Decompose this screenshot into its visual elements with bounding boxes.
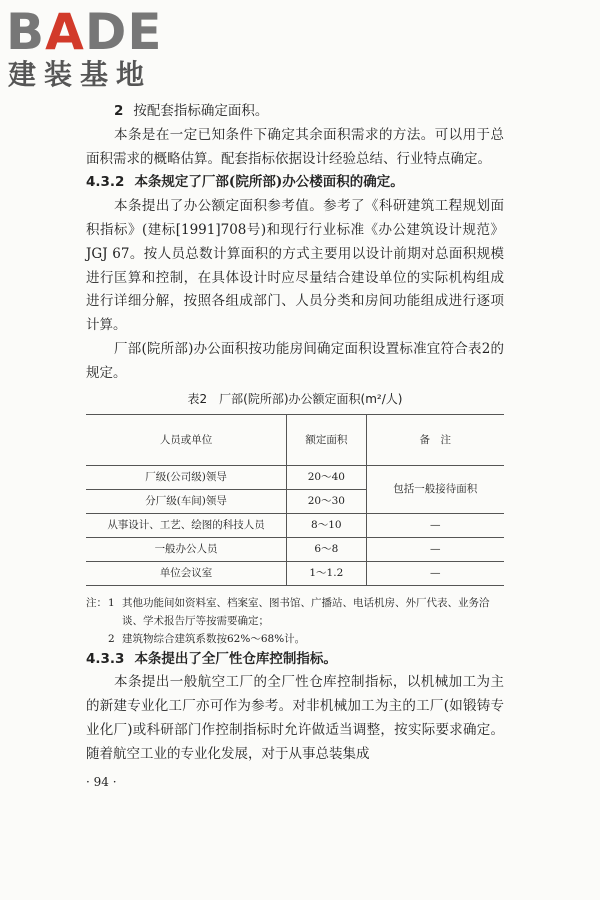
logo-subtitle: 建装基地 <box>8 58 153 91</box>
note-text: 建筑物综合建筑系数按62%～68%计。 <box>122 632 306 645</box>
table-row <box>86 537 504 561</box>
cell-unit: 一般办公人员 <box>86 537 287 561</box>
note-label: 注： <box>86 596 107 609</box>
section-4-3-3-heading: 4.3.3 本条提出了全厂性仓库控制指标。 <box>86 650 337 667</box>
bade-logo <box>6 4 181 96</box>
header-area: 额定面积 <box>287 414 366 465</box>
cell-area: 1～1.2 <box>287 561 366 585</box>
cell-area: 20～30 <box>287 489 366 513</box>
page-content <box>86 100 504 794</box>
note-item <box>86 630 504 648</box>
item-2-heading: 2 按配套指标确定面积。 <box>114 103 269 119</box>
table-2 <box>86 414 504 586</box>
table-header-row <box>86 414 504 465</box>
section-4-3-2-para-1: 本条提出了办公额定面积参考值。参考了《科研建筑工程规划面积指标》(建标[1991]708号)和现行行业标准《办公建筑设计规范》JGJ 67。按人员总数计算面积的方式主要用以设计前期对总面积规模进行匡算和控制，在具体设计时应尽量结合建设单位的实际机构组成进行详细分解，按照各组成部门、人员分类和房间功能组成进行逐项计算。 <box>86 198 504 334</box>
note-text: 其他功能间如资料室、档案室、图书馆、广播站、电话机房、外厂代表、业务洽谈、学术报告厅等按需要确定； <box>122 596 490 627</box>
section-4-3-2-para-2: 厂部(院所部)办公面积按功能房间确定面积设置标准宜符合表2的规定。 <box>86 340 504 381</box>
note-number: 2 <box>108 632 115 645</box>
cell-unit: 单位会议室 <box>86 561 287 585</box>
cell-remark-merged: 包括一般接待面积 <box>366 465 504 513</box>
logo-wordmark: BADE <box>6 3 163 61</box>
item-2-body: 本条是在一定已知条件下确定其余面积需求的方法。可以用于总面积需求的概略估算。配套指标依据设计经验总结、行业特点确定。 <box>86 126 504 167</box>
table-row <box>86 513 504 537</box>
cell-unit: 厂级(公司级)领导 <box>86 465 287 489</box>
table-notes <box>86 594 504 648</box>
cell-area: 20～40 <box>287 465 366 489</box>
table-row <box>86 465 504 489</box>
page-number: · 94 · <box>86 774 117 789</box>
cell-remark: — <box>366 513 504 537</box>
cell-area: 8～10 <box>287 513 366 537</box>
section-4-3-2-heading: 4.3.2 本条规定了厂部(院所部)办公楼面积的确定。 <box>86 174 404 191</box>
table-row <box>86 561 504 585</box>
cell-unit: 从事设计、工艺、绘图的科技人员 <box>86 513 287 537</box>
note-number: 1 <box>108 596 115 609</box>
section-4-3-3-para-1: 本条提出一般航空工厂的全厂性仓库控制指标，以机械加工为主的新建专业化工厂亦可作为参考。对非机械加工为主的工厂(如锻铸专业化厂)或科研部门作控制指标时允许做适当调整，按实际要求确定。随着航空工业的专业化发展，对于从事总装集成 <box>86 674 504 762</box>
table-2-title: 表2 厂部(院所部)办公额定面积(m²/人) <box>187 391 403 406</box>
cell-remark: — <box>366 561 504 585</box>
cell-unit: 分厂级(车间)领导 <box>86 489 287 513</box>
header-unit: 人员或单位 <box>86 414 287 465</box>
cell-area: 6～8 <box>287 537 366 561</box>
cell-remark: — <box>366 537 504 561</box>
header-remark: 备 注 <box>366 414 504 465</box>
note-item <box>86 594 504 630</box>
